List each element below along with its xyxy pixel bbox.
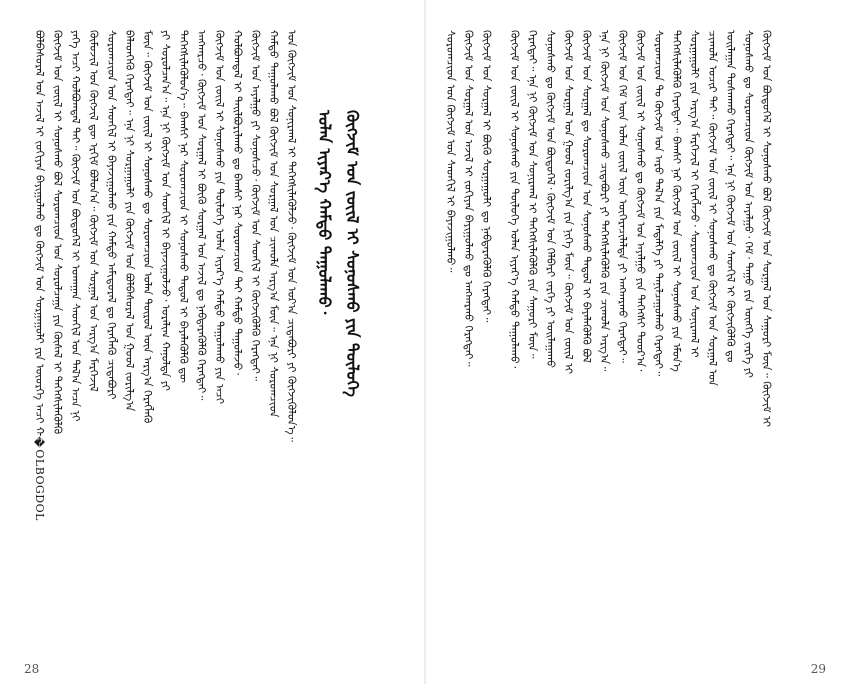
- text-column: ᠬᠥᠭᠵᠢᠮ ᠤᠨ ᠰᠤᠷᠭᠠᠯ ᠢ ᠪᠦᠬᠦ ᠰᠤᠷᠭᠠᠭᠤᠯᠢ ᠳᠤ ᠨᠡᠪᠲᠡᠷᠡᠭᠦᠯᠬᠦ ᠬᠡᠷᠡᠭᠲᠡᠢ᠃: [480, 30, 493, 323]
- text-column: ᠬᠥᠭᠵᠢᠮ ᠤᠨ ᠵᠦᠢᠯ ᠢ ᠰᠣᠨᠣᠰᠬᠤ ᠶᠢᠨ ᠲᠥᠯᠥᠭᠡ ᠣᠯᠠᠨ ᠢᠶᠡᠷ᠎ᠡ ᠬᠠᠮᠲᠤ ᠳᠠᠭᠤᠯᠠᠬᠤ᠂: [508, 30, 521, 369]
- text-column: ᠬᠥᠭᠵᠢᠮ ᠤᠨ ᠰᠤᠷᠭᠠᠯ ᠤᠨ ᠠᠵᠢᠯ ᠢ ᠵᠣᠬᠢᠶᠠᠨ ᠪᠠᠶᠢᠭᠤᠯᠬᠤ ᠳᠤ ᠠᠩᠬᠠᠷᠬᠤ ᠬᠡᠷᠡᠭᠲᠡᠢ᠃: [462, 30, 475, 367]
- text-column: ᠮᠥᠨ᠃ ᠬᠥᠭᠵᠢᠮ ᠤᠨ ᠵᠦᠢᠯ ᠢ ᠰᠣᠨᠣᠰᠬᠤ ᠳᠤ ᠰᠤᠷᠤᠭᠴᠢᠳ ᠣᠯᠠᠨ ᠲᠥᠷᠥᠯ ᠦᠨ ᠠᠷᠭ᠎ᠠ ᠬᠡᠷᠡᠭᠯᠡᠬᠦ: [141, 30, 154, 424]
- text-column: ᠶᠡᠬᠡ ᠠᠴᠢ ᠬᠣᠯᠪᠣᠭᠳᠠᠯ ᠲᠠᠢ᠃ ᠬᠥᠭᠵᠢᠮ ᠤᠨ ᠪᠦᠲᠦᠭᠡᠯ ᠢ ᠤᠬᠠᠭᠠᠨ ᠰᠡᠳᠬᠢᠯ ᠤᠨ ᠲᠠᠯ᠎ᠠ ᠠᠴᠠ ᠨᠢ: [69, 30, 82, 422]
- text-column: ᠰᠤᠷᠤᠭᠴᠢᠳ ᠤᠨ ᠰᠡᠳᠬᠢᠯ ᠢ ᠪᠠᠶᠠᠵᠢᠭᠤᠯᠬᠤ ᠶᠢᠨ ᠬᠠᠮᠲᠤ ᠠᠮᠢᠳᠤᠷᠠᠯ ᠳᠤ ᠬᠡᠷᠡᠭᠯᠡᠬᠦ ᠴᠢᠳᠠᠪᠤᠷᠢ: [105, 30, 118, 400]
- text-column: ᠬᠥᠭᠵᠢᠮ ᠤᠨ ᠵᠦᠢᠯ ᠢ ᠰᠣᠨᠣᠰᠬᠤ ᠳᠤ ᠬᠥᠭᠵᠢᠮ ᠤᠨ ᠠᠶᠠᠯᠭᠤ ᠶᠢᠨ ᠳᠡᠭᠡᠭᠰᠢ ᠳᠣᠣᠷ᠎ᠠ᠂: [634, 30, 647, 372]
- text-column: ᠬᠥᠭᠵᠢᠮ ᠤᠨ ᠰᠤᠷᠭᠠᠯ ᠤᠨ ᠭᠣᠣᠯ ᠵᠣᠷᠢᠯᠭ᠎ᠠ ᠶᠢᠨ ᠨᠢᠭᠡ ᠮᠥᠨ᠃ ᠬᠥᠭᠵᠢᠮ ᠤᠨ ᠵᠦᠢᠯ ᠢ: [562, 30, 575, 374]
- text-column: ᠣᠢᠯᠠᠭᠠᠨ ᠲᠤᠰᠬᠠᠬᠤ ᠬᠡᠷᠡᠭᠲᠡᠢ᠃ ᠡᠨᠡ ᠨᠢ ᠬᠥᠭᠵᠢᠮ ᠤᠨ ᠰᠡᠳᠬᠢᠯ ᠢ ᠬᠥᠭᠵᠢᠭᠦᠯᠬᠦ ᠳᠤ: [724, 30, 737, 363]
- text-column: ᠰᠣᠨᠣᠰᠬᠤ ᠳᠤ ᠬᠥᠭᠵᠢᠮ ᠤᠨ ᠪᠦᠲᠦᠭᠡᠯ᠂ ᠬᠥᠭᠵᠢᠮ ᠤᠨ ᠬᠡᠯᠪᠡᠷᠢ ᠵᠡᠷᠭᠡ ᠶᠢ ᠣᠢᠯᠠᠭᠠᠬᠤ: [544, 30, 557, 368]
- text-column: ᠬᠥᠭᠵᠢᠮ ᠤᠨ ᠪᠦᠲᠦᠭᠡᠯ ᠢ ᠰᠣᠨᠣᠰᠬᠤ ᠪᠣᠯ ᠬᠥᠭᠵᠢᠮ ᠤᠨ ᠰᠤᠷᠭᠠᠯ ᠤᠨ ᠰᠠᠭᠤᠷᠢ ᠮᠥᠨ᠃ ᠬᠥᠭᠵᠢᠮ ᠢ: [760, 30, 773, 428]
- text-column: ᠡᠨᠡ ᠨᠢ ᠬᠥᠭᠵᠢᠮ ᠤᠨ ᠰᠣᠨᠣᠰᠬᠤ ᠴᠢᠳᠠᠪᠤᠷᠢ ᠶᠢ ᠳᠡᠭᠡᠭᠰᠢᠯᠡᠭᠦᠯᠬᠦ ᠶᠢᠨ ᠴᠢᠬᠤᠯᠠ ᠠᠷᠭ᠎ᠠ᠃: [598, 30, 611, 372]
- text-column: ᠬᠦᠮᠦᠵᠢᠯ ᠤᠨ ᠬᠥᠭᠵᠢᠯ ᠳᠦ ᠡᠷᠬᠢᠮ ᠪᠣᠯᠣᠨ᠎ᠠ᠃ ᠬᠥᠭᠵᠢᠮ ᠤᠨ ᠰᠤᠷᠭᠠᠯ ᠤᠨ ᠠᠷᠭ᠎ᠠ ᠮᠡᠷᠭᠡᠵᠢᠯ: [87, 30, 100, 392]
- text-column: ᠴᠢᠬᠤᠯᠠ ᠤᠴᠢᠷ ᠲᠠᠢ᠃ ᠬᠥᠭᠵᠢᠮ ᠤᠨ ᠵᠦᠢᠯ ᠢ ᠰᠣᠨᠣᠰᠬᠤ ᠳᠤ ᠬᠥᠭᠵᠢᠮ ᠤᠨ ᠰᠤᠷᠭᠠᠯ ᠤᠨ: [706, 30, 719, 386]
- text-column: ᠬᠥᠭᠵᠢᠮ ᠤᠨ ᠰᠤᠷᠭᠠᠯ ᠳᠤ ᠰᠤᠷᠤᠭᠴᠢᠳ ᠤᠨ ᠰᠣᠨᠣᠰᠬᠤ ᠳᠠᠳᠤᠯ ᠢ ᠪᠡᠶᠡᠯᠡᠭᠦᠯᠬᠦ ᠪᠣᠯ: [580, 30, 593, 363]
- text-column: ᠰᠤᠷᠭᠠᠭᠤᠯᠢ ᠶᠢᠨ ᠠᠷᠭ᠎ᠠ ᠮᠡᠷᠭᠡᠵᠢᠯ ᠢ ᠬᠡᠷᠡᠭᠯᠡᠵᠦ᠂ ᠰᠤᠷᠤᠭᠴᠢᠳ ᠤᠨ ᠰᠣᠨᠢᠷᠬᠠᠯ ᠢ: [688, 30, 701, 358]
- page-number: 29: [810, 662, 826, 676]
- text-column: ᠤᠨ ᠬᠥᠭᠵᠢᠮ ᠤᠨ ᠰᠣᠨᠢᠷᠬᠠᠯ ᠢ ᠳᠡᠭᠡᠭᠰᠢᠯᠡᠭᠦᠯᠵᠦ᠂ ᠬᠥᠭᠵᠢᠮ ᠤᠨ ᠤᠷ᠎ᠠ ᠴᠢᠳᠠᠪᠤᠷᠢ ᠶᠢ ᠬᠥᠭᠵᠢᠭᠦᠯᠦᠨ᠎ᠡ᠃: [285, 30, 298, 442]
- text-column: ᠰᠤᠷᠤᠭᠴᠢᠳ ᠤᠨ ᠬᠥᠭᠵᠢᠮ ᠤᠨ ᠰᠡᠳᠬᠢᠯ ᠢ ᠪᠠᠶᠠᠵᠢᠭᠤᠯᠬᠤ᠃: [444, 30, 457, 273]
- section-title: ᠣᠯᠠᠨ ᠢᠶᠡᠷ᠎ᠡ ᠬᠠᠮᠲᠤ ᠳᠠᠭᠤᠯᠠᠬᠤ᠂: [315, 110, 334, 315]
- section-title: ᠬᠥᠭᠵᠢᠮ ᠤᠨ ᠵᠦᠢᠯ ᠢ ᠰᠣᠨᠣᠰᠬᠤ ᠶᠢᠨ ᠲᠥᠯᠥᠭᠡ: [343, 110, 362, 397]
- text-column: ᠬᠣᠯᠪᠣᠭᠳᠠᠯ ᠢ ᠲᠠᠢᠯᠪᠤᠷᠢᠯᠠᠬᠤ ᠳᠤ ᠪᠠᠭᠰᠢ ᠨᠠᠷ ᠰᠤᠷᠤᠭᠴᠢᠳ ᠲᠠᠢ ᠬᠠᠮᠲᠤ ᠳᠠᠭᠤᠯᠠᠵᠤ᠂: [231, 30, 244, 375]
- text-column: ᠬᠥᠭᠵᠢᠮ ᠤᠨ ᠵᠦᠢᠯ ᠢ ᠰᠣᠨᠣᠰᠬᠤ ᠪᠣᠯ ᠰᠤᠷᠤᠭᠴᠢᠳ ᠤᠨ ᠰᠤᠷᠤᠯᠴᠠᠭᠠ ᠶᠢᠨ ᠬᠦᠰᠡᠯ ᠢ ᠳᠡᠭᠡᠭᠰᠢᠯᠡᠭᠦᠯᠬᠦ: [51, 30, 64, 435]
- text-column: ᠠᠩᠬᠠᠷᠴᠤ᠂ ᠬᠥᠭᠵᠢᠮ ᠤᠨ ᠰᠤᠷᠭᠠᠯ ᠢ ᠪᠦᠬᠦ ᠰᠤᠷᠭᠠᠯ ᠤᠨ ᠠᠵᠢᠯ ᠳᠤ ᠨᠡᠪᠲᠡᠷᠡᠭᠦᠯᠬᠦ ᠬᠡᠷᠡᠭᠲᠡᠢ᠃: [195, 30, 208, 401]
- text-column: ᠳᠡᠭᠡᠭᠰᠢᠯᠡᠭᠦᠯᠬᠦ ᠬᠡᠷᠡᠭᠲᠡᠢ᠃ ᠪᠠᠭᠰᠢ ᠨᠠᠷ ᠬᠥᠭᠵᠢᠮ ᠤᠨ ᠵᠦᠢᠯ ᠢ ᠰᠣᠨᠣᠰᠬᠤ ᠶᠢᠨ ᠡᠮᠦᠨ᠎ᠡ: [670, 30, 683, 372]
- text-column: ᠬᠥᠭᠵᠢᠮ ᠤᠨ ᠠᠶᠠᠯᠭᠤ ᠶᠢ ᠰᠣᠨᠣᠰᠴᠤ᠂ ᠬᠥᠭᠵᠢᠮ ᠤᠨ ᠰᠡᠳᠬᠢᠯ ᠢ ᠬᠥᠭᠵᠢᠭᠦᠯᠬᠦ ᠬᠡᠷᠡᠭᠲᠡᠢ᠃: [249, 30, 262, 381]
- text-column: ᠪᠣᠯᠪᠠᠰᠤᠷᠠᠯ ᠤᠨ ᠠᠵᠢᠯ ᠢ ᠵᠣᠬᠢᠶᠠᠨ ᠪᠠᠶᠢᠭᠤᠯᠬᠤ ᠳᠤ ᠬᠥᠭᠵᠢᠮ ᠤᠨ ᠰᠤᠷᠭᠠᠭᠤᠯᠢ ᠶᠢᠨ ᠦᠦᠷᠭᠡ ᠠᠴᠢ ᠬ�OLBOGDOL: [33, 30, 46, 521]
- text-column: ᠬᠠᠮᠲᠤ ᠳᠠᠭᠤᠯᠠᠬᠤ ᠪᠣᠯ ᠬᠥᠭᠵᠢᠮ ᠤᠨ ᠰᠤᠷᠭᠠᠯ ᠤᠨ ᠴᠢᠬᠤᠯᠠ ᠠᠷᠭ᠎ᠠ ᠮᠥᠨ᠃ ᠡᠨᠡ ᠨᠢ ᠰᠤᠷᠤᠭᠴᠢᠳ: [267, 30, 280, 418]
- text-column: ᠬᠥᠭᠵᠢᠮ ᠤᠨ ᠵᠦᠢᠯ ᠢ ᠰᠣᠨᠣᠰᠬᠤ ᠶᠢᠨ ᠲᠥᠯᠥᠭᠡ ᠣᠯᠠᠨ ᠢᠶᠡᠷ᠎ᠡ ᠬᠠᠮᠲᠤ ᠳᠠᠭᠤᠯᠠᠬᠤ ᠶᠢᠨ ᠠᠴᠢ: [213, 30, 226, 404]
- text-column: ᠬᠡᠷᠡᠭᠲᠡᠢ᠃ ᠡᠨᠡ ᠨᠢ ᠬᠥᠭᠵᠢᠮ ᠤᠨ ᠰᠣᠨᠢᠷᠬᠠᠯ ᠢ ᠳᠡᠭᠡᠭᠰᠢᠯᠡᠭᠦᠯᠬᠦ ᠶᠢᠨ ᠰᠠᠭᠤᠷᠢ ᠮᠥᠨ᠃: [526, 30, 539, 359]
- text-column: ᠳᠡᠭᠡᠭᠰᠢᠯᠡᠭᠦᠯᠦᠨ᠎ᠡ᠃ ᠪᠠᠭᠰᠢ ᠨᠠᠷ ᠰᠤᠷᠤᠭᠴᠢᠳ ᠢ ᠰᠣᠨᠣᠰᠬᠤ ᠳᠠᠳᠤᠯ ᠢ ᠪᠡᠶᠡᠯᠡᠭᠦᠯᠬᠦ ᠳᠦ: [177, 30, 190, 383]
- text-column: ᠪᠡᠯᠡᠳᠬᠡᠬᠦ ᠬᠡᠷᠡᠭᠲᠡᠢ᠃ ᠡᠨᠡ ᠨᠢ ᠰᠤᠷᠭᠠᠭᠤᠯᠢ ᠶᠢᠨ ᠬᠥᠭᠵᠢᠮ ᠤᠨ ᠪᠣᠯᠪᠠᠰᠤᠷᠠᠯ ᠤᠨ ᠭᠣᠣᠯ ᠵᠣᠷᠢᠯᠭ᠎ᠠ: [123, 30, 136, 412]
- page-number: 28: [24, 662, 40, 676]
- text-column: ᠶᠢ ᠰᠤᠷᠤᠯᠴᠠᠨ᠎ᠠ᠃ ᠡᠨᠡ ᠨᠢ ᠬᠥᠭᠵᠢᠮ ᠤᠨ ᠰᠡᠳᠬᠢᠯ ᠢ ᠪᠠᠶᠠᠵᠢᠭᠤᠯᠵᠤ᠂ ᠤᠷᠠᠯᠢᠭ ᠬᠠᠨᠤᠯᠲᠠ ᠶᠢ: [159, 30, 172, 391]
- text-column: [392, 30, 406, 630]
- text-column: ᠰᠣᠨᠣᠰᠬᠤ ᠳᠤ ᠰᠤᠷᠤᠭᠴᠢᠳ ᠬᠥᠭᠵᠢᠮ ᠤᠨ ᠠᠶᠠᠯᠭᠤ᠂ ᠬᠡᠮ᠂ ᠳᠠᠭᠤ ᠶᠢᠨ ᠥᠩᠭᠡ ᠵᠡᠷᠭᠡ ᠶᠢ: [742, 30, 755, 378]
- text-column: ᠬᠥᠭᠵᠢᠮ ᠤᠨ ᠬᠡᠮ ᠦᠨ ᠣᠯᠠᠨ ᠵᠦᠢᠯ ᠦᠨ ᠥᠭᠡᠷᠡᠴᠢᠯᠡᠯᠲᠡ ᠶᠢ ᠠᠩᠬᠠᠷᠬᠤ ᠬᠡᠷᠡᠭᠲᠡᠢ᠃: [616, 30, 629, 363]
- text-column: ᠰᠤᠷᠤᠭᠴᠢᠳ ᠲᠤ ᠬᠥᠭᠵᠢᠮ ᠤᠨ ᠠᠷᠤ ᠲᠠᠯ᠎ᠠ ᠶᠢᠨ ᠮᠡᠳᠡᠯᠭᠡ ᠶᠢ ᠲᠠᠨᠢᠯᠴᠠᠭᠤᠯᠬᠤ ᠬᠡᠷᠡᠭᠲᠡᠢ᠃: [652, 30, 665, 377]
- right-page: [425, 0, 850, 684]
